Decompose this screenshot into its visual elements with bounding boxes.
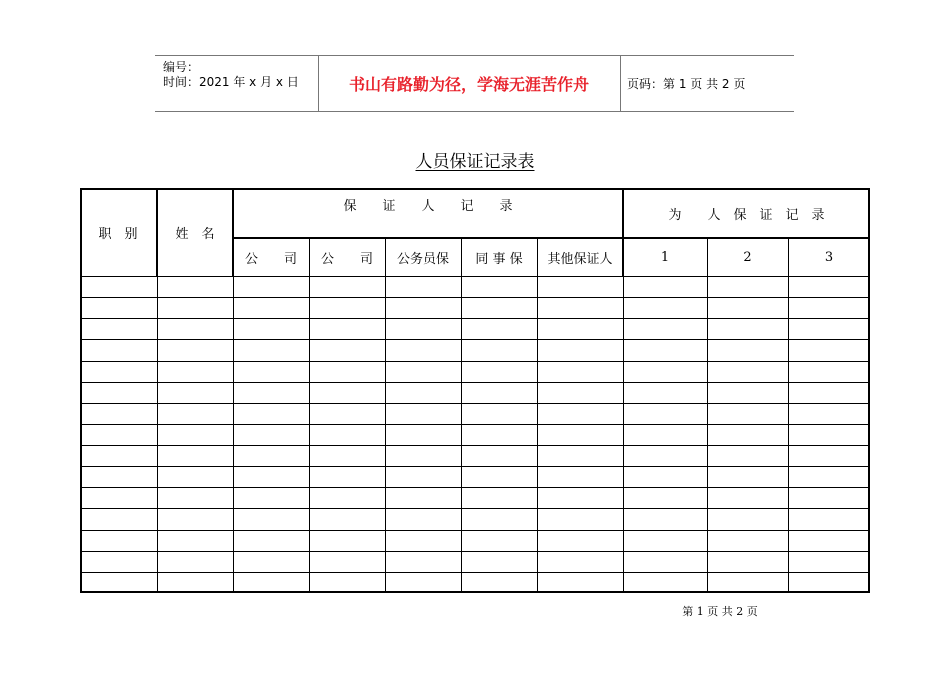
sub-header-record-1: 1	[660, 249, 670, 265]
page-header	[155, 55, 794, 112]
subheader-column-line	[309, 238, 310, 276]
body-column-line	[788, 276, 789, 593]
body-column-line	[233, 276, 234, 593]
subheader-column-line	[788, 238, 789, 276]
column-header-position: 职 别	[98, 226, 138, 242]
sub-header-other-guarantor: 其他保证人	[547, 251, 613, 267]
subheader-column-line	[707, 238, 708, 276]
header-meta	[163, 60, 299, 90]
body-column-line	[309, 276, 310, 593]
body-row-line	[80, 297, 870, 298]
body-row-line	[80, 530, 870, 531]
body-row-line	[80, 487, 870, 488]
body-row-line	[80, 403, 870, 404]
body-column-line	[461, 276, 462, 593]
column-header-name: 姓 名	[175, 226, 215, 242]
body-column-line	[537, 276, 538, 593]
page-info: 页码：第 1 页 共 2 页	[627, 77, 746, 91]
body-row-line	[80, 508, 870, 509]
sub-header-company-2: 公 司	[320, 251, 373, 267]
group-header-guarantee-for-others: 为 人 保 证 记 录	[668, 207, 825, 223]
body-row-line	[80, 339, 870, 340]
group-header-guarantor-record: 保 证 人 记 录	[343, 198, 513, 214]
table-border-bottom	[80, 591, 870, 593]
body-row-line	[80, 466, 870, 467]
body-row-line	[80, 424, 870, 425]
time-label: 时间：2021 年 x 月 x 日	[163, 75, 299, 89]
body-row-line	[80, 361, 870, 362]
subheader-column-line	[537, 238, 538, 276]
header-divider-vertical	[622, 188, 624, 276]
header-motto: 书山有路勤为径，学海无涯苦作舟	[348, 75, 589, 94]
table-border-right	[868, 188, 870, 593]
body-row-line	[80, 572, 870, 573]
header-bottom-line	[80, 276, 870, 277]
sub-header-record-2: 2	[743, 249, 752, 265]
header-divider-horizontal	[232, 237, 870, 239]
number-label: 编号：	[163, 60, 200, 74]
subheader-column-line	[385, 238, 386, 276]
sub-header-company-1: 公 司	[244, 251, 297, 267]
body-row-line	[80, 551, 870, 552]
page-footer: 第 1 页 共 2 页	[682, 605, 758, 618]
header-divider-vertical	[232, 188, 234, 276]
sub-header-colleague: 同 事 保	[475, 251, 523, 267]
body-row-line	[80, 382, 870, 383]
body-row-line	[80, 318, 870, 319]
header-divider-vertical	[156, 188, 158, 276]
table-border-top	[80, 188, 870, 190]
body-row-line	[80, 445, 870, 446]
subheader-column-line	[461, 238, 462, 276]
header-divider	[318, 56, 319, 111]
document-title: 人员保证记录表	[415, 152, 535, 172]
guarantee-record-table	[80, 188, 870, 593]
body-column-line	[623, 276, 624, 593]
body-column-line	[157, 276, 158, 593]
table-border-left	[80, 188, 82, 593]
sub-header-record-3: 3	[824, 249, 834, 265]
body-column-line	[707, 276, 708, 593]
sub-header-civil-servant: 公务员保	[396, 251, 449, 267]
body-column-line	[385, 276, 386, 593]
